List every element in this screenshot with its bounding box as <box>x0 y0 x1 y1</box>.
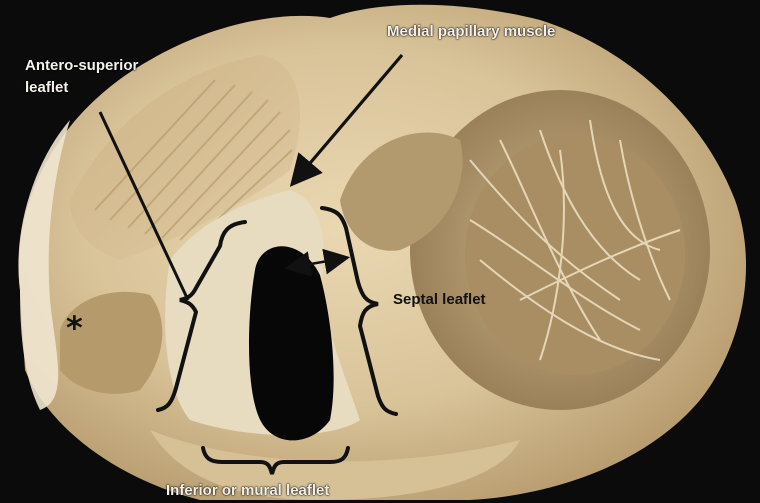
label-antero-superior: Antero-superior <box>25 57 139 74</box>
label-inferior-mural-leaflet: Inferior or mural leaflet <box>166 482 330 499</box>
antero-superior-pointer-line <box>100 112 188 300</box>
inferior-leaflet-brace <box>203 448 348 474</box>
label-septal-leaflet: Septal leaflet <box>393 291 486 308</box>
antero-superior-brace <box>158 222 245 410</box>
label-antero-superior-leaflet: leaflet <box>25 79 69 96</box>
asterisk-marker: * <box>66 309 83 347</box>
label-medial-papillary-muscle: Medial papillary muscle <box>387 23 556 40</box>
septal-leaflet-brace <box>322 208 396 414</box>
medial-papillary-arrow <box>294 55 402 182</box>
double-headed-arrow <box>305 258 345 265</box>
